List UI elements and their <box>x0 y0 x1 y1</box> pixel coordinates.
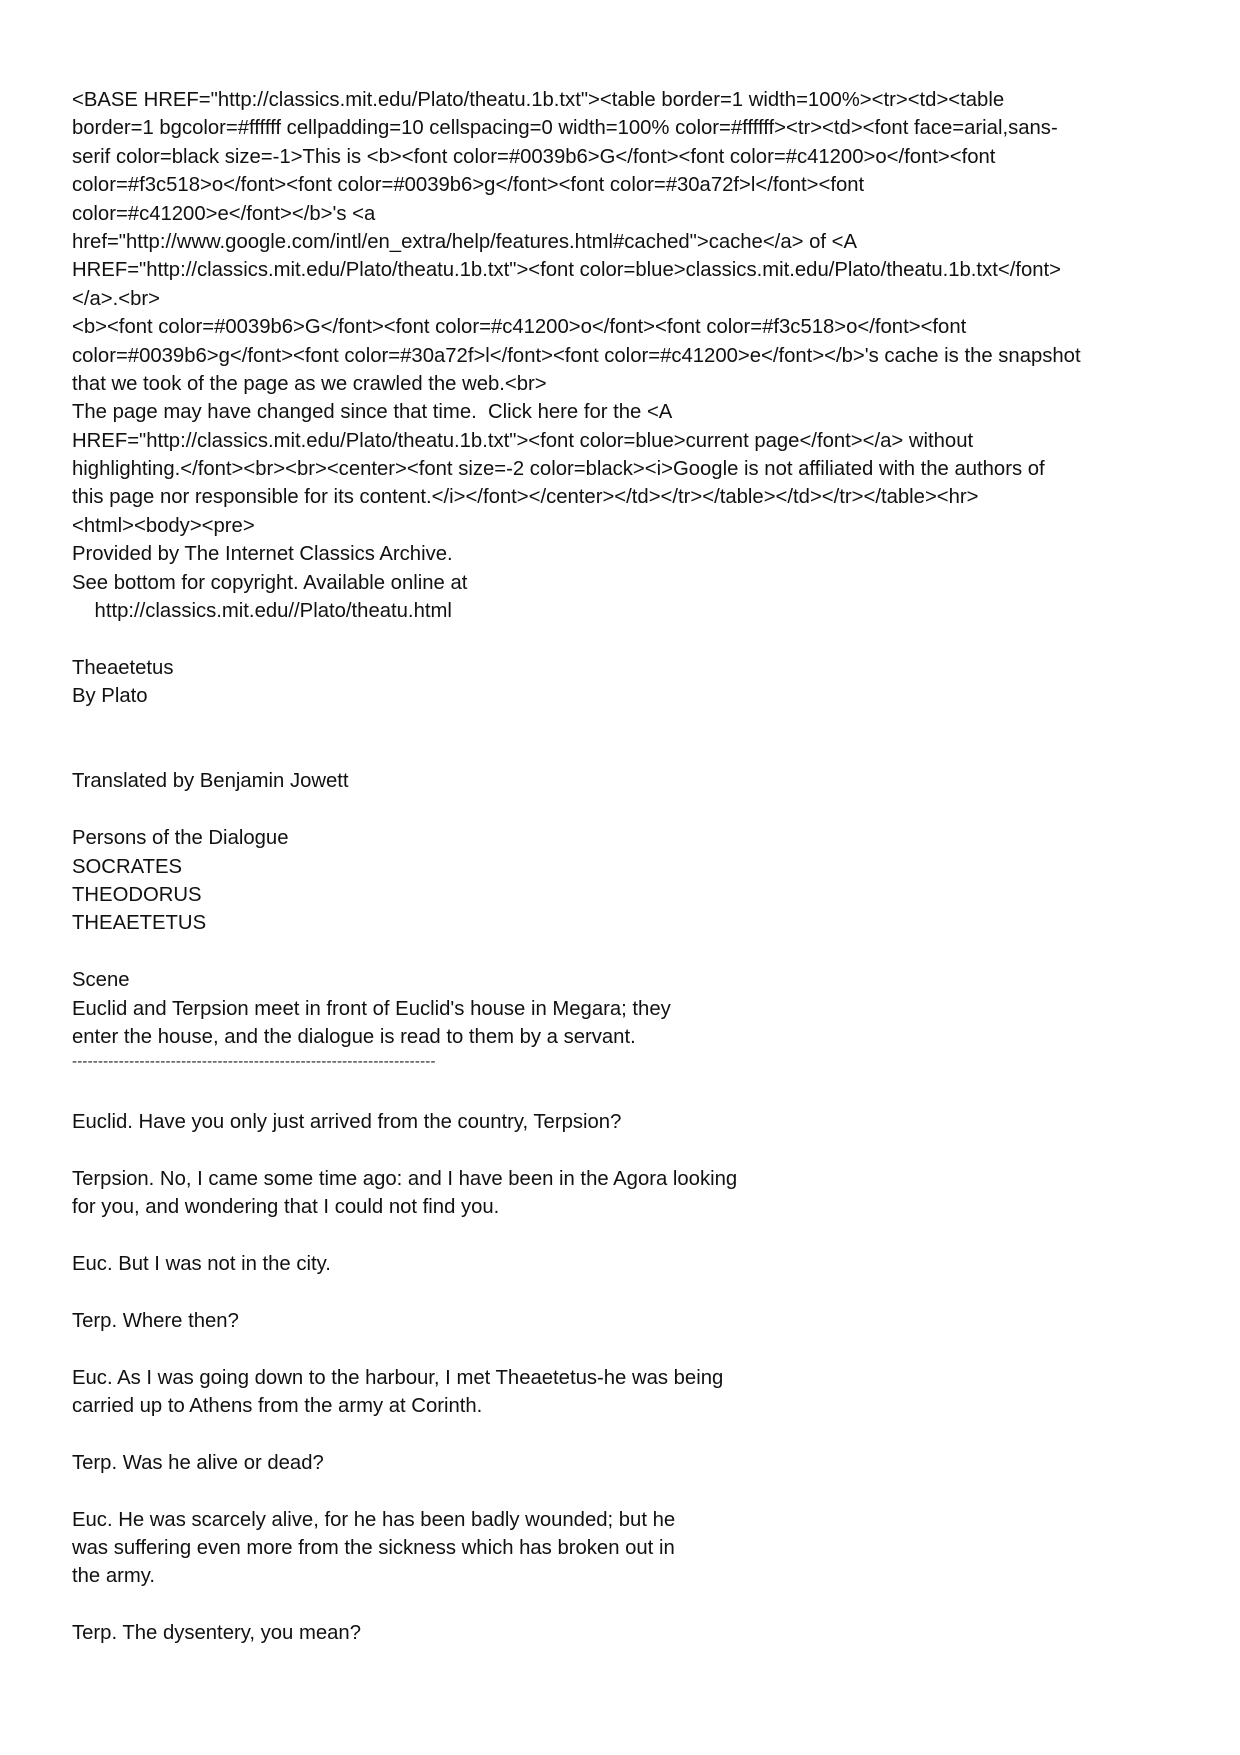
person-name: THEAETETUS <box>72 912 207 935</box>
header-source-line: <html><body><pre> <box>72 514 255 537</box>
header-source-line: that we took of the page as we crawled the web.<br> <box>72 372 547 395</box>
blank-line <box>72 739 1172 767</box>
blank-line <box>72 1222 1172 1250</box>
dialogue-paragraph <box>72 1364 1172 1421</box>
dialogue-paragraph <box>72 1307 1172 1335</box>
blank-line <box>72 1420 1172 1448</box>
dialogue-line: Euclid. Have you only just arrived from the country, Terpsion? <box>72 1111 622 1134</box>
dialogue-paragraph <box>72 1619 1172 1647</box>
scene-section <box>72 966 1172 1080</box>
blank-line <box>72 796 1172 824</box>
person-name: SOCRATES <box>72 855 183 878</box>
scene-line: enter the house, and the dialogue is read to them by a servant. <box>72 1025 636 1048</box>
header-source-line: color=#c41200>e</font></b>'s <a <box>72 202 376 225</box>
copyright-note-text: See bottom for copyright. Available online at <box>72 571 468 594</box>
person-name: THEODORUS <box>72 883 202 906</box>
scene-heading: Scene <box>72 969 130 992</box>
header-source-line: The page may have changed since that time. Click here for the <A <box>72 401 673 424</box>
dialogue <box>72 1108 1172 1647</box>
provided-by-text: Provided by The Internet Classics Archive. <box>72 543 453 566</box>
blank-line <box>72 1591 1172 1619</box>
cache-header-source <box>72 86 1172 540</box>
blank-line <box>72 1335 1172 1363</box>
header-source-line: highlighting.</font><br><br><center><font size=-2 color=black><i>Google is not affiliated with the authors of <box>72 458 1045 481</box>
header-source-line: color=#0039b6>g</font><font color=#30a72f>l</font><font color=#c41200>e</font></b>'s cache is the snapshot <box>72 344 1081 367</box>
blank-line <box>72 1136 1172 1164</box>
dialogue-line: Euc. But I was not in the city. <box>72 1253 331 1276</box>
archive-notice <box>72 540 1172 625</box>
archive-url-text: http://classics.mit.edu//Plato/theatu.html <box>72 600 452 623</box>
work-title: Theaetetus <box>72 656 174 679</box>
work-author: By Plato <box>72 685 148 708</box>
blank-line <box>72 938 1172 966</box>
dialogue-line: Euc. As I was going down to the harbour, I met Theaetetus-he was being <box>72 1366 724 1389</box>
dialogue-paragraph <box>72 1449 1172 1477</box>
dialogue-paragraph <box>72 1506 1172 1591</box>
header-source-line: href="http://www.google.com/intl/en_extra/help/features.html#cached">cache</a> of <A <box>72 230 857 253</box>
dialogue-line: was suffering even more from the sickness which has broken out in <box>72 1536 675 1559</box>
dialogue-line: carried up to Athens from the army at Corinth. <box>72 1394 483 1417</box>
dialogue-line: Terp. Where then? <box>72 1309 239 1332</box>
header-source-line: border=1 bgcolor=#ffffff cellpadding=10 cellspacing=0 width=100% color=#ffffff><tr><td><font face=arial,sans- <box>72 117 1058 140</box>
dialogue-line: Terp. Was he alive or dead? <box>72 1451 324 1474</box>
dialogue-line: for you, and wondering that I could not find you. <box>72 1196 500 1219</box>
header-source-line: this page nor responsible for its content.</i></font></center></td></tr></table></td></tr></table><hr> <box>72 486 979 509</box>
dialogue-line: the army. <box>72 1565 156 1588</box>
dialogue-line: Terp. The dysentery, you mean? <box>72 1622 361 1645</box>
dialogue-line: Terpsion. No, I came some time ago: and I have been in the Agora looking <box>72 1167 738 1190</box>
dialogue-line: Euc. He was scarcely alive, for he has been badly wounded; but he <box>72 1508 676 1531</box>
blank-line <box>72 1477 1172 1505</box>
header-source-line: serif color=black size=-1>This is <b><font color=#0039b6>G</font><font color=#c41200>o</font><font <box>72 145 996 168</box>
blank-line <box>72 1278 1172 1306</box>
header-source-line: HREF="http://classics.mit.edu/Plato/theatu.1b.txt"><font color=blue>classics.mit.edu/Plato/theatu.1b.txt</font> <box>72 259 1061 282</box>
blank-line <box>72 625 1172 653</box>
work-info <box>72 654 1172 796</box>
header-source-line: <BASE HREF="http://classics.mit.edu/Plato/theatu.1b.txt"><table border=1 width=100%><tr><td><table <box>72 89 1005 111</box>
separator-rule: ---------------------------------------------------------------------- <box>72 1053 436 1071</box>
document-page <box>72 86 1172 1647</box>
header-source-line: color=#f3c518>o</font><font color=#0039b6>g</font><font color=#30a72f>l</font><font <box>72 174 865 197</box>
header-source-line: <b><font color=#0039b6>G</font><font color=#c41200>o</font><font color=#f3c518>o</font><font <box>72 316 967 339</box>
persons-heading: Persons of the Dialogue <box>72 827 289 850</box>
header-source-line: </a>.<br> <box>72 287 160 310</box>
dialogue-paragraph <box>72 1165 1172 1222</box>
blank-line <box>72 711 1172 739</box>
work-translator: Translated by Benjamin Jowett <box>72 770 349 793</box>
header-source-line: HREF="http://classics.mit.edu/Plato/theatu.1b.txt"><font color=blue>current page</font></a> without <box>72 429 974 452</box>
dialogue-paragraph <box>72 1108 1172 1136</box>
scene-line: Euclid and Terpsion meet in front of Euclid's house in Megara; they <box>72 997 671 1020</box>
blank-line <box>72 1080 1172 1108</box>
dialogue-paragraph <box>72 1250 1172 1278</box>
persons-of-dialogue <box>72 824 1172 938</box>
